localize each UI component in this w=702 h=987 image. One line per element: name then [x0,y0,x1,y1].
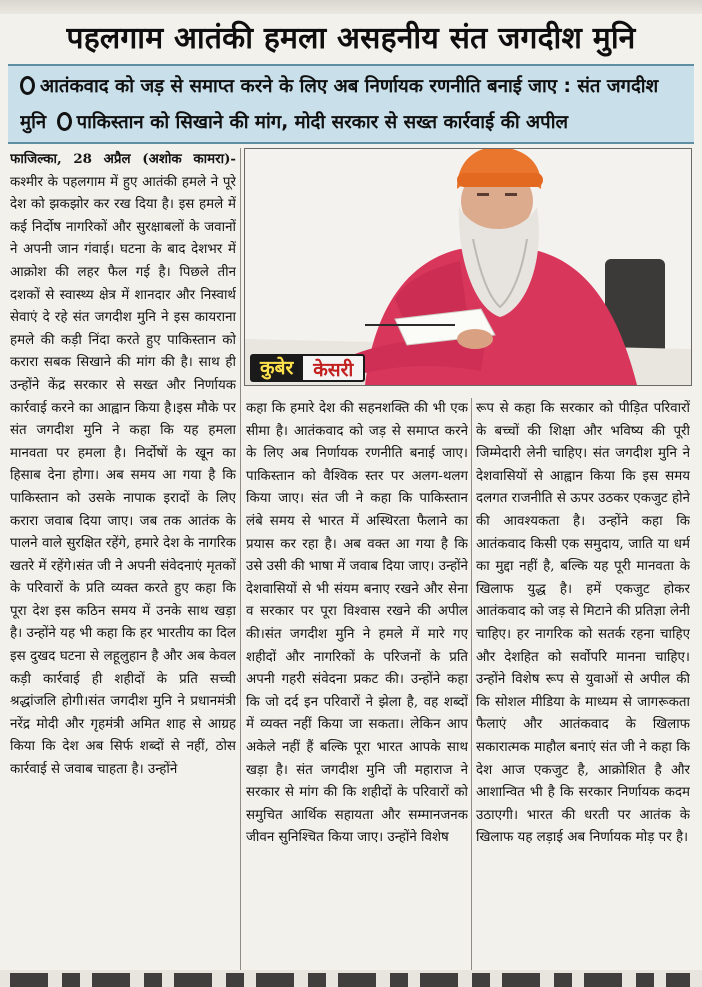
ring-bullet-icon [20,76,35,95]
column-2-text: कहा कि हमारे देश की सहनशक्ति की भी एक सीमा है। आतंकवाद को जड़ से समाप्त करने के लिए अब निर्णायक रणनीति बनाई जाए। पाकिस्तान को वैश्विक स्तर पर अलग-थलग किया जाए। संत जी ने कहा कि पाकिस्तान लंबे समय से भारत में अस्थिरता फैलाने का प्रयास कर रहा है। अब वक्त आ गया है कि उसे उसी की भाषा में जवाब दिया जाए। उन्होंने देशवासियों से भी संयम बनाए रखने और सेना व सरकार पर पूरा विश्वास रखने की अपील की।संत जगदीश मुनि ने हमले में मारे गए शहीदों और नागरिकों के परिजनों के प्रति अपनी गहरी संवेदना प्रकट की। उन्होंने कहा कि जो दर्द इन परिवारों ने झेला है, वह शब्दों में व्यक्त नहीं किया जा सकता। लेकिन आप अकेले नहीं हैं बल्कि पूरा भारत आपके साथ खड़ा है। संत जगदीश मुनि जी महाराज ने सरकार से मांग की कि शहीदों के परिवारों को समुचित आर्थिक सहायता और सम्मानजनक जीवन सुनिश्चित किया जाए। उन्होंने विशेष [246,401,468,846]
column-1-paragraph [10,148,236,782]
subhead-line-1 [20,69,684,105]
article-column-3 [476,398,690,972]
sant-photo-illustration [245,149,691,385]
article-column-1 [10,148,236,970]
subhead-text-2b: पाकिस्तान को सिखाने की मांग, मोदी सरकार से सख्त कार्रवाई की अपील [76,112,569,133]
column-divider [471,398,472,972]
ring-bullet-icon [57,112,72,131]
column-1-text: कश्मीर के पहलगाम में हुए आतंकी हमले ने पूरे देश को झकझोर कर रख दिया है। इस हमले में कई निर्दोष नागरिकों और सुरक्षाबलों के जवानों ने अपनी जान गंवाई। घटना के बाद देशभर में आक्रोश की लहर फैल गई है। पिछले तीन दशकों से स्वास्थ्य क्षेत्र में शानदार और निस्वार्थ सेवाएं दे रहे संत जगदीश मुनि ने इस कायराना हमले की कड़ी निंदा करते हुए पाकिस्तान को करारा सबक सिखाने की मांग की है। साथ ही उन्होंने केंद्र सरकार से सख्त और निर्णायक कार्रवाई करने का आह्वान किया है।इस मौके पर संत जगदीश मुनि ने कहा कि यह हमला मानवता पर हमला है। निर्दोषों के खून का हिसाब देना होगा। अब समय आ गया है कि पाकिस्तान को उसके नापाक इरादों के लिए करारा जवाब दिया जाए। जब तक आतंक के पालने वाले सुरक्षित रहेंगे, हमारे देश के नागरिक खतरे में रहेंगे।संत जी ने अपनी संवेदनाएं मृतकों के परिवारों के प्रति व्यक्त करते हुए कहा कि पूरा देश इस कठिन समय में उनके साथ खड़ा है। उन्होंने यह भी कहा कि हर भारतीय का दिल इस दुखद घटना से लहूलुहान है और अब केवल कड़ी कार्रवाई ही शहीदों के प्रति सच्ची श्रद्धांजलि होगी।संत जगदीश मुनि ने प्रधानमंत्री नरेंद्र मोदी और गृहमंत्री अमित शाह से आग्रह किया कि देश अब सिर्फ शब्दों से नहीं, ठोस कार्रवाई से जवाब चाहता है। उन्होंने [10,174,236,778]
subheadline-box [8,64,694,144]
dateline: फाजिल्का, 28 अप्रैल (अशोक कामरा)- [10,151,236,167]
cropped-headline-fragment [10,973,690,987]
caption-kuber: कुबेर [250,354,303,382]
photo-caption [250,354,365,382]
article-column-2 [246,398,468,972]
next-article-strip [0,970,702,987]
article-photo [244,148,692,386]
column-divider [240,148,241,970]
headline: पहलगाम आतंकी हमला असहनीय संत जगदीश मुनि [66,21,636,56]
caption-kesari: केसरी [303,354,365,382]
subhead-text-1: आतंकवाद को जड़ से समाप्त करने के लिए अब निर्णायक रणनीति बनाई जाए : संत जगदीश [40,76,659,97]
previous-article-strip [0,0,702,14]
subhead-text-2a: मुनि [20,112,47,133]
subhead-line-2 [20,105,684,141]
column-3-text: रूप से कहा कि सरकार को पीड़ित परिवारों के बच्चों की शिक्षा और भविष्य की पूरी जिम्मेदारी लेनी चाहिए। संत जगदीश मुनि ने देशवासियों से आह्वान किया कि इस समय दलगत राजनीति से ऊपर उठकर एकजुट होने की आवश्यकता है। उन्होंने कहा कि आतंकवाद किसी एक समुदाय, जाति या धर्म का मुद्दा नहीं है, बल्कि यह पूरी मानवता के खिलाफ युद्ध है। हमें एकजुट होकर आतंकवाद को जड़ से मिटाने की प्रतिज्ञा लेनी चाहिए। हर नागरिक को सतर्क रहना चाहिए और देशहित को सर्वोपरि मानना चाहिए। उन्होंने विशेष रूप से युवाओं से अपील की कि सोशल मीडिया के माध्यम से जागरूकता फैलाएं और आतंकवाद के खिलाफ सकारात्मक माहौल बनाएं संत जी ने कहा कि देश आज एकजुट है, आक्रोशित है और आशान्वित भी है कि सरकार निर्णायक कदम उठाएगी। भारत की धरती पर आतंक के खिलाफ यह लड़ाई अब निर्णायक मोड़ पर है। [476,401,690,846]
